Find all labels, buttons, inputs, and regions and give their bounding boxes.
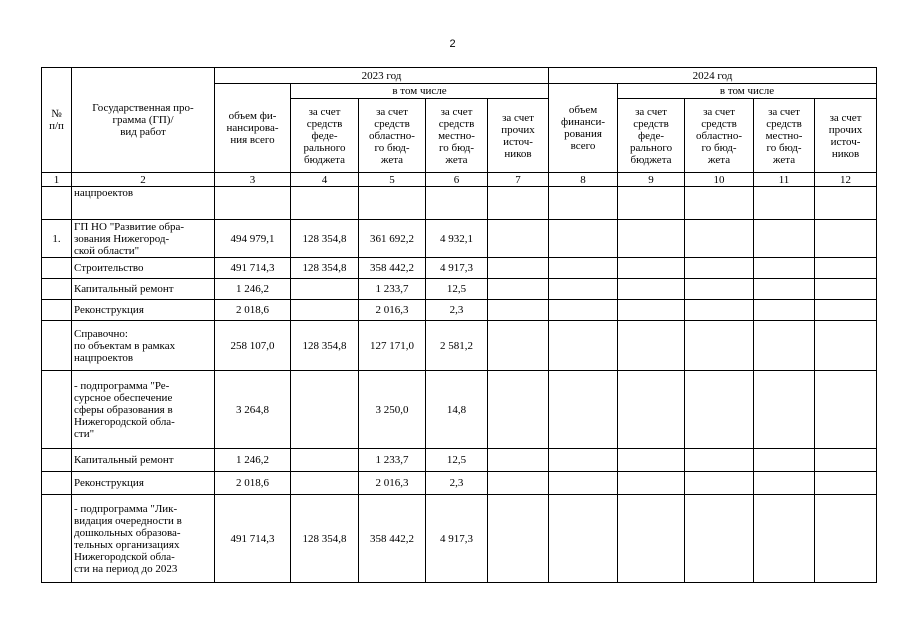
row-title: ГП НО "Развитие обра- зования Нижегород- ской области" — [72, 220, 215, 258]
row-number — [42, 300, 72, 321]
value-cell — [291, 300, 359, 321]
value-cell — [291, 449, 359, 472]
value-cell: 258 107,0 — [215, 321, 291, 371]
value-cell — [549, 300, 618, 321]
value-cell — [685, 187, 754, 220]
value-cell — [291, 472, 359, 495]
row-title: нацпроектов — [72, 187, 215, 220]
value-cell — [815, 258, 877, 279]
row-title: Капитальный ремонт — [72, 279, 215, 300]
value-cell: 1 246,2 — [215, 279, 291, 300]
column-number: 8 — [549, 173, 618, 187]
row-title: - подпрограмма "Ре- сурсное обеспечение сферы образования в Нижегородской обла- сти" — [72, 371, 215, 449]
value-cell — [618, 495, 685, 583]
value-cell: 1 246,2 — [215, 449, 291, 472]
row-title: Справочно: по объектам в рамках нацпроектов — [72, 321, 215, 371]
value-cell: 2,3 — [426, 472, 488, 495]
value-cell: 1 233,7 — [359, 449, 426, 472]
table-row — [42, 321, 877, 371]
table-row — [42, 220, 877, 258]
value-cell: 2 016,3 — [359, 472, 426, 495]
value-cell — [815, 495, 877, 583]
value-cell: 2 018,6 — [215, 300, 291, 321]
table-row — [42, 279, 877, 300]
value-cell — [618, 300, 685, 321]
value-cell — [549, 321, 618, 371]
value-cell — [754, 258, 815, 279]
value-cell: 2,3 — [426, 300, 488, 321]
value-cell — [618, 371, 685, 449]
value-cell — [815, 371, 877, 449]
value-cell — [754, 371, 815, 449]
column-number: 5 — [359, 173, 426, 187]
value-cell: 3 250,0 — [359, 371, 426, 449]
value-cell — [685, 220, 754, 258]
header-local-2024: за счет средств местно- го бюд- жета — [754, 99, 815, 173]
value-cell: 2 016,3 — [359, 300, 426, 321]
value-cell — [685, 449, 754, 472]
column-number: 12 — [815, 173, 877, 187]
column-number: 10 — [685, 173, 754, 187]
value-cell — [488, 472, 549, 495]
value-cell: 14,8 — [426, 371, 488, 449]
header-total-2023: объем фи- нансирова- ния всего — [215, 84, 291, 173]
row-number — [42, 449, 72, 472]
row-number: 1. — [42, 220, 72, 258]
table-row — [42, 495, 877, 583]
table-row — [42, 187, 877, 220]
value-cell — [754, 279, 815, 300]
header-local-2023: за счет средств местно- го бюд- жета — [426, 99, 488, 173]
header-year-2024: 2024 год — [549, 68, 877, 84]
value-cell — [549, 371, 618, 449]
value-cell — [291, 279, 359, 300]
header-including-2024: в том числе — [618, 84, 877, 99]
row-title: Реконструкция — [72, 300, 215, 321]
value-cell: 4 917,3 — [426, 495, 488, 583]
header-other-2024: за счет прочих источ- ников — [815, 99, 877, 173]
value-cell — [488, 258, 549, 279]
value-cell — [618, 279, 685, 300]
header-total-2024: объем финанси- рования всего — [549, 84, 618, 173]
column-number: 9 — [618, 173, 685, 187]
value-cell — [359, 187, 426, 220]
value-cell: 128 354,8 — [291, 220, 359, 258]
value-cell — [815, 187, 877, 220]
value-cell — [549, 187, 618, 220]
value-cell — [815, 449, 877, 472]
value-cell — [618, 187, 685, 220]
value-cell — [549, 220, 618, 258]
value-cell — [488, 300, 549, 321]
page-number: 2 — [449, 38, 456, 50]
row-number — [42, 258, 72, 279]
value-cell: 361 692,2 — [359, 220, 426, 258]
header-including-2023: в том числе — [291, 84, 549, 99]
value-cell — [618, 449, 685, 472]
value-cell — [426, 187, 488, 220]
column-number: 11 — [754, 173, 815, 187]
row-number — [42, 279, 72, 300]
value-cell: 12,5 — [426, 279, 488, 300]
row-number — [42, 495, 72, 583]
value-cell — [754, 495, 815, 583]
value-cell — [754, 321, 815, 371]
value-cell: 494 979,1 — [215, 220, 291, 258]
column-number: 7 — [488, 173, 549, 187]
value-cell — [488, 321, 549, 371]
table-row — [42, 449, 877, 472]
table-row — [42, 300, 877, 321]
financing-table — [41, 67, 877, 583]
row-title: Строительство — [72, 258, 215, 279]
value-cell — [754, 220, 815, 258]
row-title: - подпрограмма "Лик- видация очередности в дошкольных образова- тельных организациях Нижегородской обла- сти на период до 2023 — [72, 495, 215, 583]
value-cell — [685, 279, 754, 300]
value-cell — [618, 258, 685, 279]
value-cell — [685, 371, 754, 449]
value-cell — [488, 220, 549, 258]
value-cell — [618, 220, 685, 258]
value-cell — [754, 472, 815, 495]
value-cell — [488, 279, 549, 300]
header-federal-2023: за счет средств феде- рального бюджета — [291, 99, 359, 173]
value-cell: 2 018,6 — [215, 472, 291, 495]
header-year-2023: 2023 год — [215, 68, 549, 84]
value-cell: 358 442,2 — [359, 495, 426, 583]
value-cell — [754, 187, 815, 220]
value-cell: 128 354,8 — [291, 258, 359, 279]
value-cell — [754, 449, 815, 472]
value-cell — [488, 187, 549, 220]
value-cell — [815, 472, 877, 495]
row-title: Реконструкция — [72, 472, 215, 495]
column-number: 6 — [426, 173, 488, 187]
header-other-2023: за счет прочих источ- ников — [488, 99, 549, 173]
value-cell — [488, 371, 549, 449]
value-cell — [685, 495, 754, 583]
value-cell — [549, 495, 618, 583]
value-cell — [815, 300, 877, 321]
value-cell — [815, 220, 877, 258]
value-cell — [549, 449, 618, 472]
value-cell — [549, 279, 618, 300]
value-cell: 128 354,8 — [291, 495, 359, 583]
row-number — [42, 187, 72, 220]
value-cell — [618, 472, 685, 495]
value-cell: 3 264,8 — [215, 371, 291, 449]
header-num: № п/п — [42, 68, 72, 173]
column-numbers-row — [42, 173, 877, 187]
row-number — [42, 472, 72, 495]
header-regional-2023: за счет средств областно- го бюд- жета — [359, 99, 426, 173]
value-cell: 491 714,3 — [215, 258, 291, 279]
column-number: 3 — [215, 173, 291, 187]
value-cell: 4 917,3 — [426, 258, 488, 279]
value-cell — [754, 300, 815, 321]
header-program: Государственная про- грамма (ГП)/ вид работ — [72, 68, 215, 173]
value-cell — [488, 495, 549, 583]
column-number: 1 — [42, 173, 72, 187]
value-cell — [549, 472, 618, 495]
value-cell — [549, 258, 618, 279]
header-regional-2024: за счет средств областно- го бюд- жета — [685, 99, 754, 173]
value-cell: 127 171,0 — [359, 321, 426, 371]
value-cell — [685, 321, 754, 371]
value-cell: 1 233,7 — [359, 279, 426, 300]
value-cell — [291, 371, 359, 449]
value-cell — [815, 279, 877, 300]
table-row — [42, 472, 877, 495]
value-cell — [685, 300, 754, 321]
header-federal-2024: за счет средств феде- рального бюджета — [618, 99, 685, 173]
value-cell — [618, 321, 685, 371]
value-cell — [488, 449, 549, 472]
value-cell: 4 932,1 — [426, 220, 488, 258]
column-number: 4 — [291, 173, 359, 187]
column-number: 2 — [72, 173, 215, 187]
value-cell: 491 714,3 — [215, 495, 291, 583]
row-number — [42, 321, 72, 371]
row-title: Капитальный ремонт — [72, 449, 215, 472]
value-cell: 128 354,8 — [291, 321, 359, 371]
value-cell: 12,5 — [426, 449, 488, 472]
value-cell — [815, 321, 877, 371]
value-cell — [291, 187, 359, 220]
value-cell: 358 442,2 — [359, 258, 426, 279]
value-cell — [215, 187, 291, 220]
value-cell: 2 581,2 — [426, 321, 488, 371]
value-cell — [685, 472, 754, 495]
table-row — [42, 258, 877, 279]
table-row — [42, 371, 877, 449]
row-number — [42, 371, 72, 449]
value-cell — [685, 258, 754, 279]
